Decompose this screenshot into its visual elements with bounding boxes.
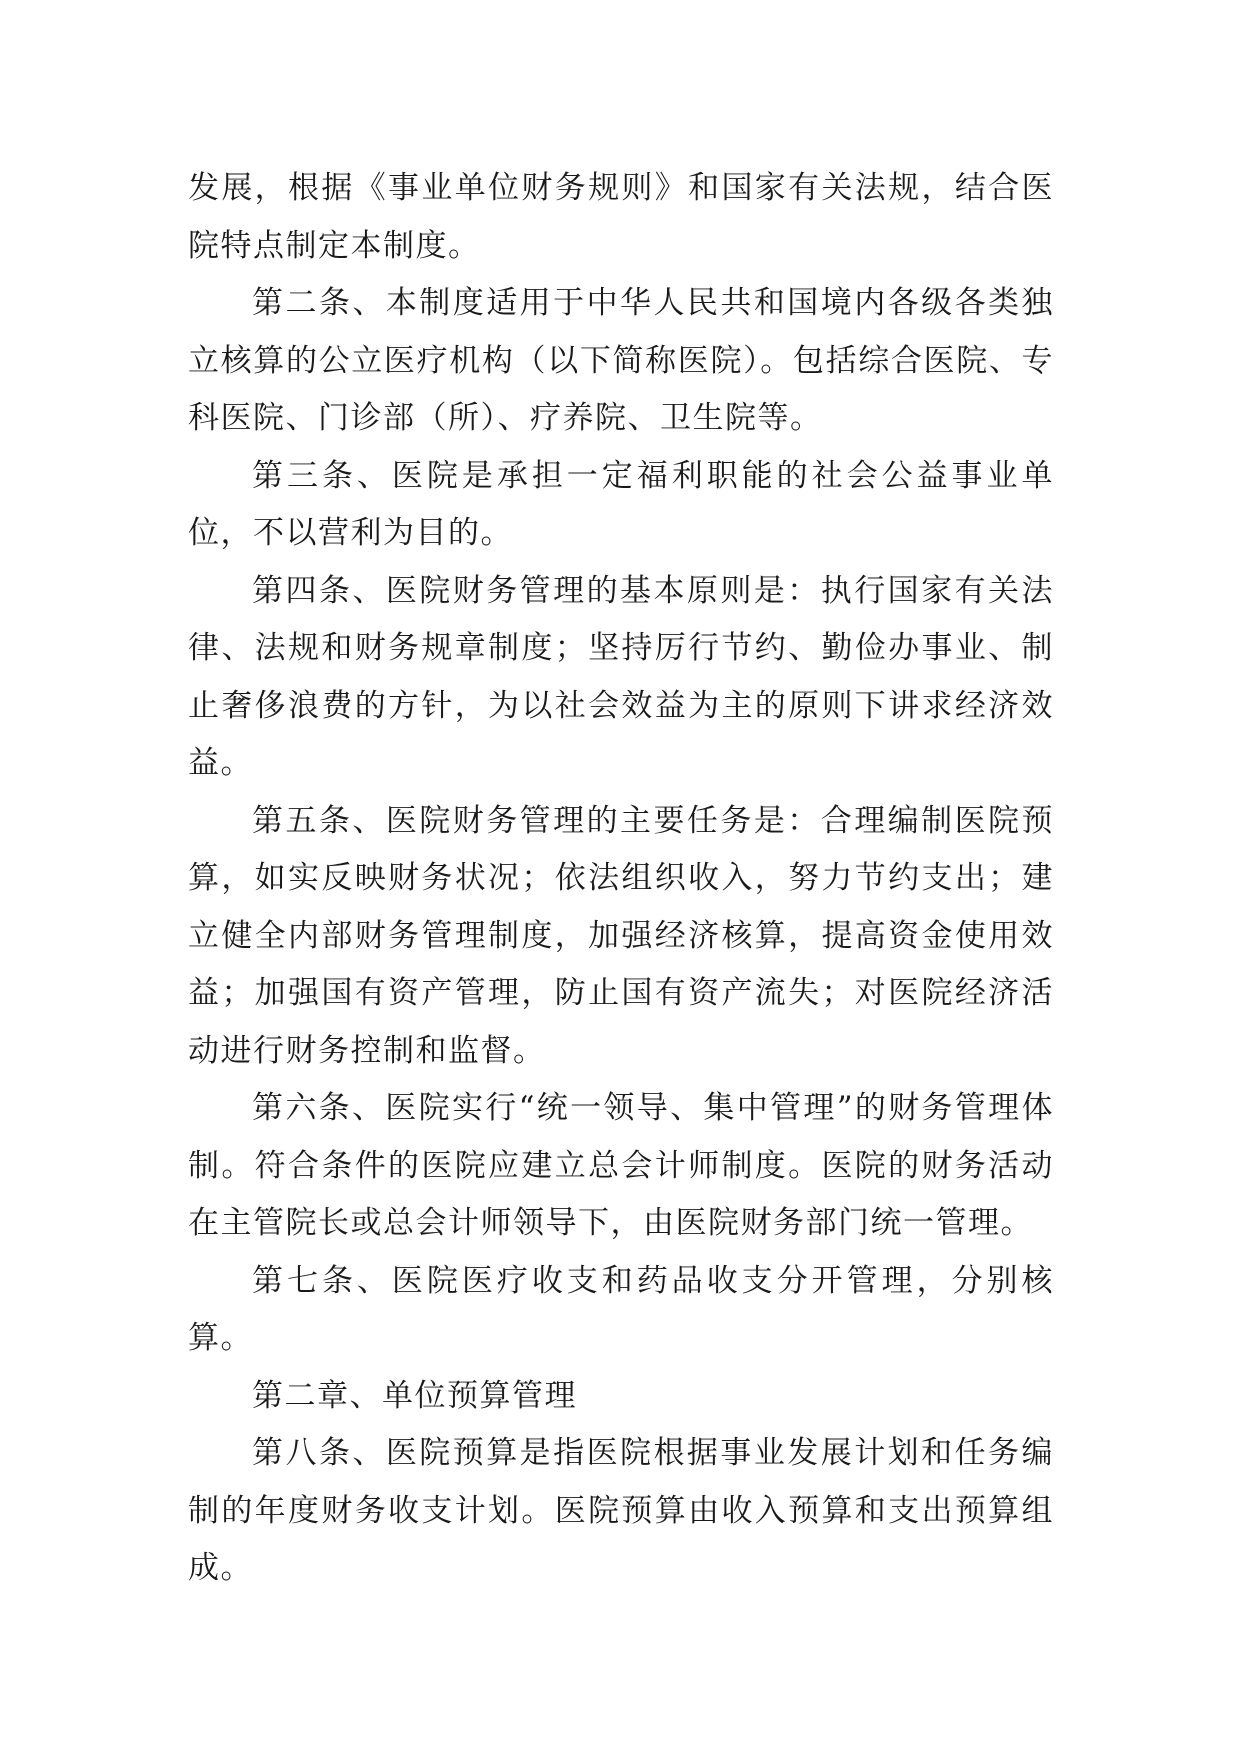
paragraph-article-8: 第八条、医院预算是指医院根据事业发展计划和任务编制的年度财务收支计划。医院预算由收入预算和支出预算组成。: [188, 1435, 1054, 1586]
paragraph-continuation: 发展，根据《事业单位财务规则》和国家有关法规，结合医院特点制定本制度。: [188, 170, 1054, 264]
paragraph-article-7: 第七条、医院医疗收支和药品收支分开管理，分别核算。: [188, 1262, 1054, 1356]
paragraph-article-4: 第四条、医院财务管理的基本原则是：执行国家有关法律、法规和财务规章制度；坚持厉行节约、勤俭办事业、制止奢侈浪费的方针，为以社会效益为主的原则下讲求经济效益。: [188, 572, 1054, 781]
paragraph-article-6: 第六条、医院实行“统一领导、集中管理”的财务管理体制。符合条件的医院应建立总会计师制度。医院的财务活动在主管院长或总会计师领导下，由医院财务部门统一管理。: [188, 1090, 1054, 1241]
document-body: [188, 160, 1054, 1598]
chapter-heading: 第二章、单位预算管理: [252, 1377, 577, 1414]
paragraph-article-3: 第三条、医院是承担一定福利职能的社会公益事业单位，不以营利为目的。: [188, 457, 1054, 551]
paragraph-article-5: 第五条、医院财务管理的主要任务是：合理编制医院预算，如实反映财务状况；依法组织收入，努力节约支出；建立健全内部财务管理制度，加强经济核算，提高资金使用效益；加强国有资产管理，防止国有资产流失；对医院经济活动进行财务控制和监督。: [188, 802, 1054, 1069]
paragraph-article-2: 第二条、本制度适用于中华人民共和国境内各级各类独立核算的公立医疗机构（以下简称医院）。包括综合医院、专科医院、门诊部（所）、疗养院、卫生院等。: [188, 285, 1054, 436]
